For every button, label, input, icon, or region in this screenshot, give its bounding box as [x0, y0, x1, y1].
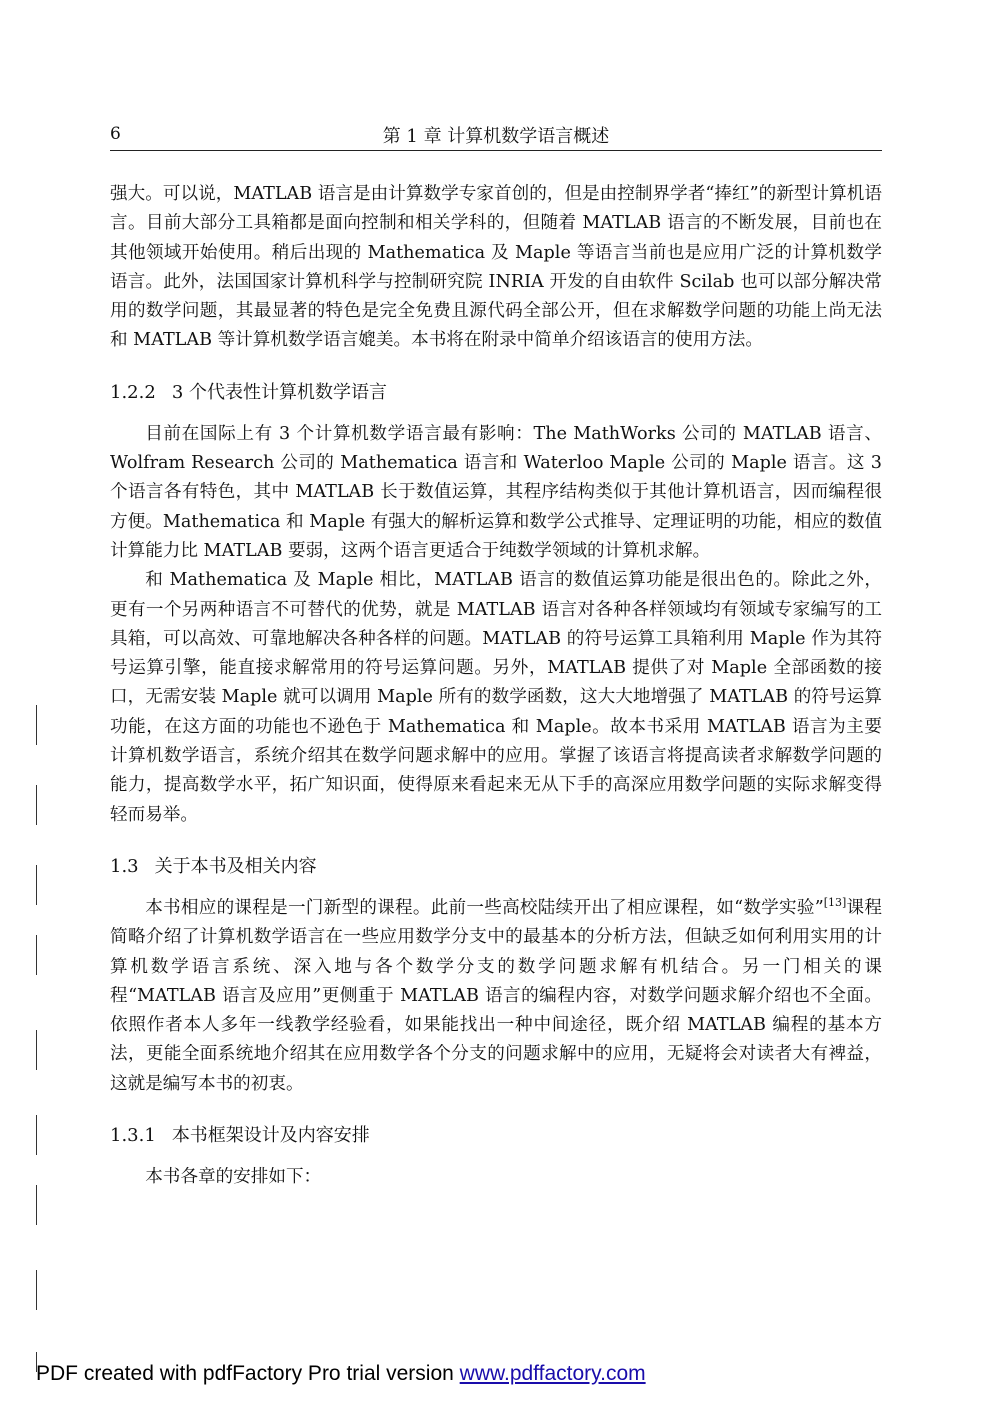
paragraph-text: 课程简略介绍了计算机数学语言在一些应用数学分支中的最基本的分析方法，但缺乏如何利用实用的计算机数学语言系统、深入地与各个数学分支的数学问题求解有机结合。另一门相关的课程“MATLAB 语言及应用”更侧重于 MATLAB 语言的编程内容，对数学问题求解介绍也不全面。依照作者本人多年一线教学经验看，如果能找出一种中间途径，既介绍 MATLAB 编程的基本方法，更能全面系统地介绍其在应用数学各个分支的问题求解中的应用，无疑将会对读者大有裨益，这就是编写本书的初衷。 — [110, 897, 882, 1094]
footer-text: PDF created with pdfFactory Pro trial version — [36, 1362, 460, 1385]
section-heading — [110, 852, 882, 882]
footer-link[interactable]: www.pdffactory.com — [459, 1362, 646, 1385]
margin-mark — [36, 1030, 37, 1070]
paragraph: 强大。可以说，MATLAB 语言是由计算数学专家首创的，但是由控制界学者“捧红”的新型计算机语言。目前大部分工具箱都是面向控制和相关学科的，但随着 MATLAB 语言的不断发展，目前也在其他领域开始使用。稍后出现的 Mathematica 及 Maple 等语言当前也是应用广泛的计算机数学语言。此外，法国国家计算机科学与控制研究院 INRIA 开发的自由软件 Scilab 也可以部分解决常用的数学问题，其最显著的特色是完全免费且源代码全部公开，但在求解数学问题的功能上尚无法和 MATLAB 等计算机数学语言媲美。本书将在附录中简单介绍该语言的使用方法。 — [110, 184, 882, 351]
margin-mark — [36, 1185, 37, 1225]
chapter-title: 第 1 章 计算机数学语言概述 — [382, 126, 610, 147]
page-number: 6 — [110, 124, 121, 144]
paragraph-text: 本书相应的课程是一门新型的课程。此前一些高校陆续开出了相应课程，如“数学实验” — [145, 897, 824, 918]
paragraph: 本书各章的安排如下： — [145, 1167, 322, 1188]
section-title: 关于本书及相关内容 — [154, 855, 317, 877]
margin-mark — [36, 865, 37, 905]
section-heading — [110, 378, 882, 408]
margin-mark — [36, 785, 37, 825]
margin-mark — [36, 705, 37, 745]
section-number: 1.2.2 — [110, 381, 156, 403]
section-title: 3 个代表性计算机数学语言 — [171, 381, 387, 403]
page-header — [110, 120, 882, 151]
paragraph: 和 Mathematica 及 Maple 相比，MATLAB 语言的数值运算功能是很出色的。除此之外，更有一个另两种语言不可替代的优势，就是 MATLAB 语言对各种各样领域均有领域专家编写的工具箱，可以高效、可靠地解决各种各样的问题。MATLAB 的符号运算工具箱利用 Maple 作为其符号运算引擎，能直接求解常用的符号运算问题。另外，MATLAB 提供了对 Maple 全部函数的接口，无需安装 Maple 就可以调用 Maple 所有的数学函数，这大大地增强了 MATLAB 的符号运算功能，在这方面的功能也不逊色于 Mathematica 和 Maple。故本书采用 MATLAB 语言为主要计算机数学语言，系统介绍其在数学问题求解中的应用。掌握了该语言将提高读者求解数学问题的能力，提高数学水平，拓广知识面，使得原来看起来无从下手的高深应用数学问题的实际求解变得轻而易举。 — [110, 570, 882, 825]
citation: [13] — [823, 896, 847, 910]
paragraph: 目前在国际上有 3 个计算机数学语言最有影响：The MathWorks 公司的 MATLAB 语言、Wolfram Research 公司的 Mathematica 语言和 Waterloo Maple 公司的 Maple 语言。这 3 个语言各有特色，其中 MATLAB 长于数值运算，其程序结构类似于其他计算机语言，因而编程很方便。Mathematica 和 Maple 有强大的解析运算和数学公式推导、定理证明的功能，相应的数值计算能力比 MATLAB 要弱，这两个语言更适合于纯数学领域的计算机求解。 — [110, 423, 882, 561]
section-heading — [110, 1121, 882, 1151]
paragraph — [110, 894, 882, 1099]
margin-mark — [36, 1270, 37, 1310]
margin-mark — [36, 935, 37, 975]
section-number: 1.3.1 — [110, 1125, 156, 1147]
margin-mark — [36, 1115, 37, 1155]
section-title: 本书框架设计及内容安排 — [171, 1125, 370, 1147]
section-number: 1.3 — [110, 855, 139, 877]
page-body — [110, 180, 882, 1192]
pdf-footer — [36, 1362, 646, 1386]
